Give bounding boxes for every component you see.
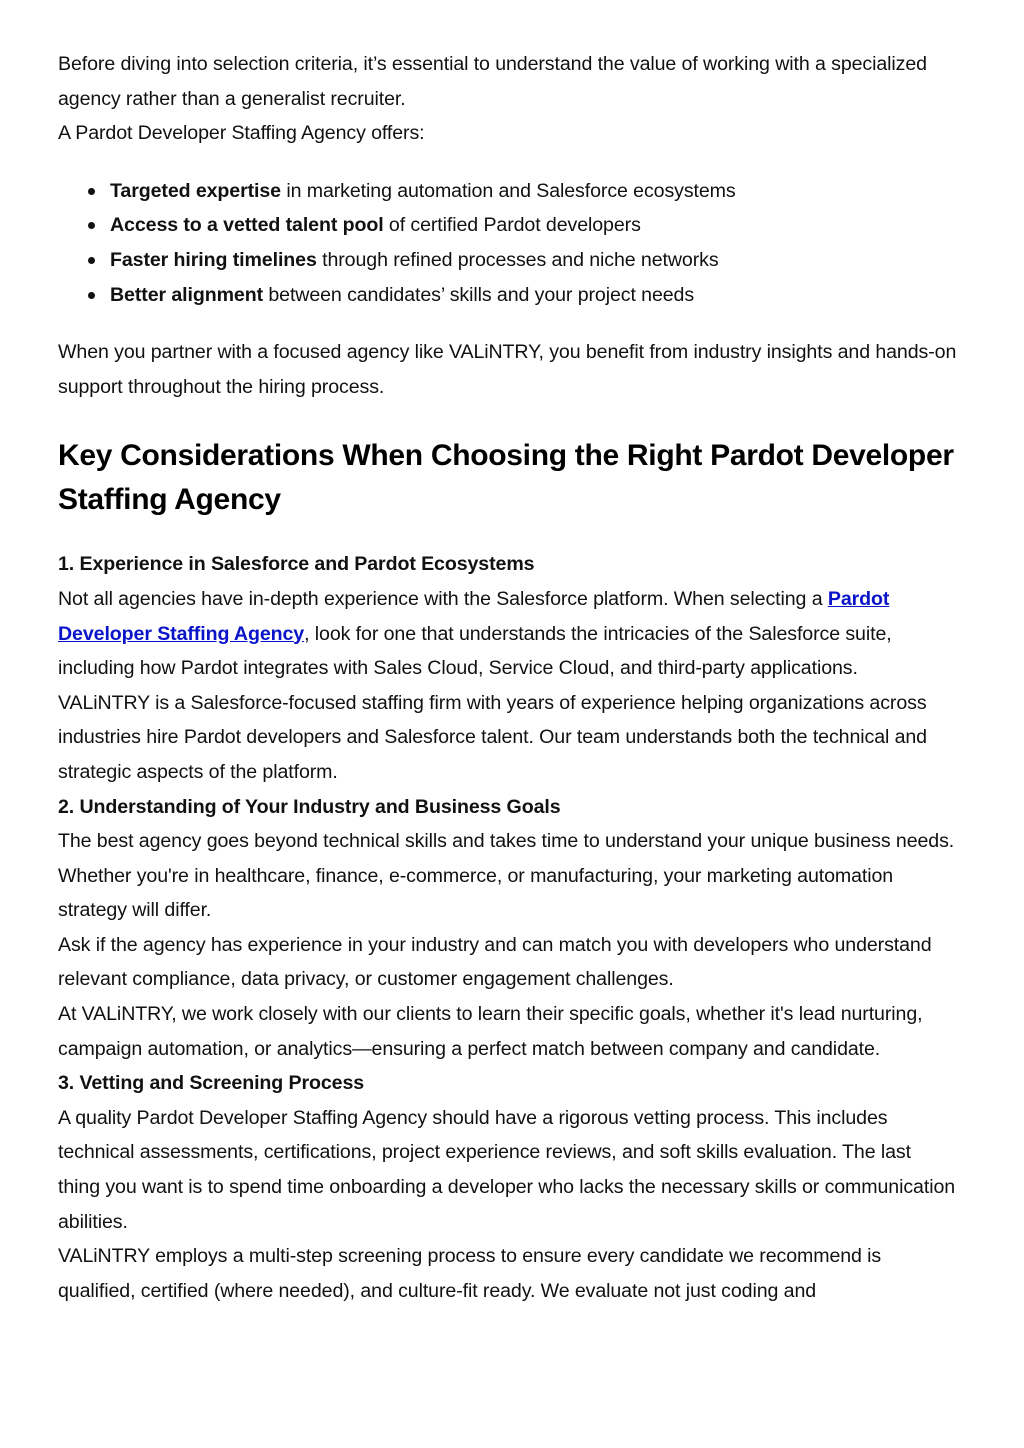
bullet-icon bbox=[88, 188, 95, 195]
consideration-2-paragraph-1: The best agency goes beyond technical skills and takes time to understand your unique business needs. Whether you're in healthcare, finance, e-commerce, or manufacturing, your marketing automation strategy will differ. bbox=[58, 830, 955, 922]
consideration-2-paragraph-3: At VALiNTRY, we work closely with our clients to learn their specific goals, whether it's lead nurturing, campaign automation, or analytics—ensuring a perfect match between company and candidate. bbox=[58, 1003, 923, 1060]
benefit-text: through refined processes and niche networks bbox=[316, 248, 719, 271]
benefit-text: of certified Pardot developers bbox=[383, 214, 641, 237]
list-item bbox=[110, 174, 958, 209]
list-item bbox=[110, 208, 958, 243]
document-page bbox=[58, 47, 958, 1308]
consideration-heading-2: 2. Understanding of Your Industry and Business Goals bbox=[58, 795, 561, 818]
benefit-bold-label: Faster hiring timelines bbox=[110, 248, 317, 271]
benefit-text: between candidates’ skills and your project needs bbox=[263, 283, 695, 306]
benefit-bold-label: Access to a vetted talent pool bbox=[110, 214, 384, 237]
benefit-text: in marketing automation and Salesforce ecosystems bbox=[281, 179, 736, 202]
consideration-heading-1: 1. Experience in Salesforce and Pardot Ecosystems bbox=[58, 553, 535, 576]
consideration-1-paragraph-2: VALiNTRY is a Salesforce-focused staffing firm with years of experience helping organizations across industries hire Pardot developers and Salesforce talent. Our team understands both the technical and strategic aspects of the platform. bbox=[58, 691, 927, 783]
consideration-1-paragraph-1 bbox=[58, 582, 958, 686]
offers-lead-in: A Pardot Developer Staffing Agency offers: bbox=[58, 122, 425, 145]
paragraph-text: Not all agencies have in-depth experience with the Salesforce platform. When selecting a bbox=[58, 587, 828, 610]
benefit-bold-label: Targeted expertise bbox=[110, 179, 281, 202]
bullet-icon bbox=[88, 257, 95, 264]
benefits-list bbox=[58, 174, 958, 312]
list-item bbox=[110, 243, 958, 278]
partner-paragraph: When you partner with a focused agency like VALiNTRY, you benefit from industry insights and hands-on support throughout the hiring process. bbox=[58, 341, 957, 398]
consideration-2-paragraph-2: Ask if the agency has experience in your industry and can match you with developers who understand relevant compliance, data privacy, or customer engagement challenges. bbox=[58, 933, 932, 991]
bullet-icon bbox=[88, 222, 95, 229]
intro-paragraph: Before diving into selection criteria, it’s essential to understand the value of working with a specialized agency rather than a generalist recruiter. bbox=[58, 53, 927, 110]
consideration-3-paragraph-1: A quality Pardot Developer Staffing Agency should have a rigorous vetting process. This includes technical assessments, certifications, project experience reviews, and soft skills evaluation. The last thing you want is to spend time onboarding a developer who lacks the necessary skills or communication abilities. bbox=[58, 1106, 956, 1233]
section-title: Key Considerations When Choosing the Right Pardot Developer Staffing Agency bbox=[58, 439, 954, 517]
consideration-3-paragraph-2: VALiNTRY employs a multi-step screening process to ensure every candidate we recommend is qualified, certified (where needed), and culture-fit ready. We evaluate not just coding and bbox=[58, 1245, 882, 1302]
paragraph-text: , look for one that understands the intricacies of the Salesforce suite, including how Pardot integrates with Sales Cloud, Service Cloud, and third-party applications. bbox=[58, 622, 892, 680]
bullet-icon bbox=[88, 292, 95, 299]
pardot-staffing-agency-link[interactable]: Pardot Developer Staffing Agency bbox=[58, 587, 890, 645]
consideration-heading-3: 3. Vetting and Screening Process bbox=[58, 1072, 365, 1095]
list-item bbox=[110, 278, 958, 313]
benefit-bold-label: Better alignment bbox=[110, 283, 263, 306]
